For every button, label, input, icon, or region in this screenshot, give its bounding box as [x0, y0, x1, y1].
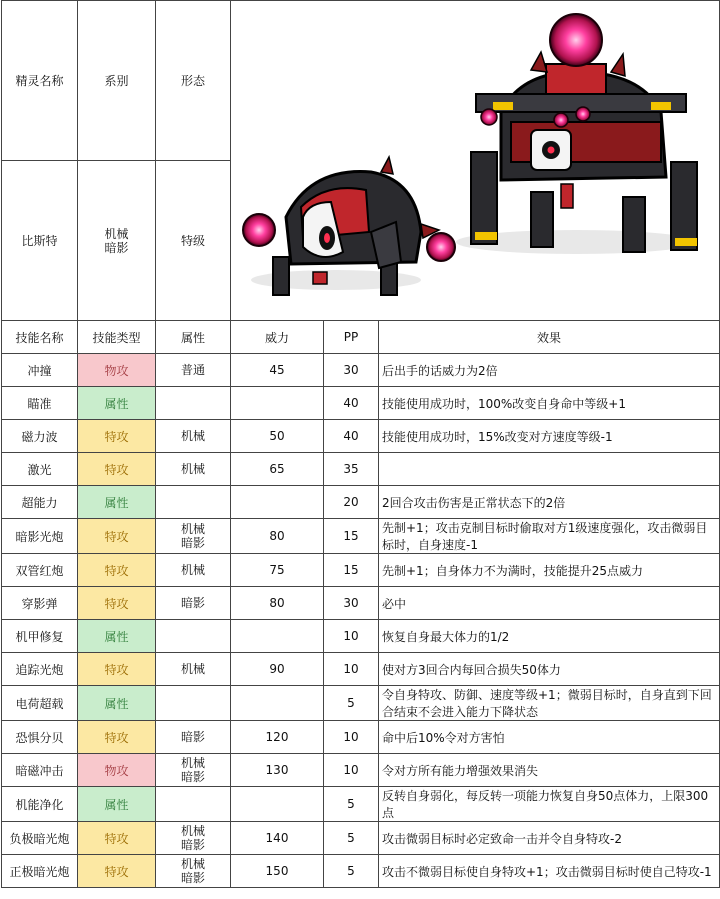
skill-effect	[379, 453, 720, 486]
skill-power	[231, 486, 324, 519]
header-skill-effect: 效果	[379, 321, 720, 354]
skill-pp: 15	[324, 519, 379, 554]
skill-type-badge: 属性	[78, 787, 156, 822]
skill-type-badge: 特攻	[78, 519, 156, 554]
skill-attr-value: 暗影	[180, 536, 205, 550]
skill-type-badge: 属性	[78, 387, 156, 420]
skill-attr	[156, 721, 231, 754]
skill-power: 120	[231, 721, 324, 754]
skill-type-badge: 物攻	[78, 754, 156, 787]
skill-attr-value: 暗影	[180, 730, 205, 744]
skill-name: 机甲修复	[2, 620, 78, 653]
skill-attr-value: 机械	[180, 462, 205, 476]
table-row	[2, 686, 720, 721]
skill-name: 磁力波	[2, 420, 78, 453]
table-row	[2, 519, 720, 554]
skill-name: 穿影弹	[2, 587, 78, 620]
skill-pp: 10	[324, 653, 379, 686]
skill-attr	[156, 754, 231, 787]
table-row	[2, 653, 720, 686]
header-skill-type: 技能类型	[78, 321, 156, 354]
skill-power: 80	[231, 519, 324, 554]
skill-pp: 10	[324, 754, 379, 787]
skill-effect: 令对方所有能力增强效果消失	[379, 754, 720, 787]
skill-power: 75	[231, 554, 324, 587]
skill-effect: 反转自身弱化，每反转一项能力恢复自身50点体力，上限300点	[379, 787, 720, 822]
skill-effect: 后出手的话威力为2倍	[379, 354, 720, 387]
table-row	[2, 620, 720, 653]
skill-effect: 先制+1；攻击克制目标时偷取对方1级速度强化，攻击微弱目标时，自身速度-1	[379, 519, 720, 554]
skill-pp: 20	[324, 486, 379, 519]
skill-name: 恐惧分贝	[2, 721, 78, 754]
skill-type-badge: 属性	[78, 686, 156, 721]
table-row	[2, 554, 720, 587]
skill-attr-value: 机械	[180, 522, 205, 536]
skill-name: 追踪光炮	[2, 653, 78, 686]
skill-pp: 5	[324, 787, 379, 822]
skill-effect: 技能使用成功时，100%改变自身命中等级+1	[379, 387, 720, 420]
skill-effect: 使对方3回合内每回合损失50体力	[379, 653, 720, 686]
skill-attr	[156, 554, 231, 587]
pet-artwork	[231, 1, 720, 321]
skill-pp: 30	[324, 587, 379, 620]
skill-pp: 5	[324, 855, 379, 888]
skill-type-badge: 特攻	[78, 653, 156, 686]
skill-attr	[156, 486, 231, 519]
skill-pp: 5	[324, 822, 379, 855]
skill-pp: 30	[324, 354, 379, 387]
skill-effect: 攻击微弱目标时必定致命一击并令自身特攻-2	[379, 822, 720, 855]
skill-power	[231, 787, 324, 822]
header-skill-pp: PP	[324, 321, 379, 354]
skill-power: 90	[231, 653, 324, 686]
skill-effect: 恢复自身最大体力的1/2	[379, 620, 720, 653]
skill-name: 暗影光炮	[2, 519, 78, 554]
skill-type-badge: 特攻	[78, 453, 156, 486]
skill-attr	[156, 787, 231, 822]
table-row	[2, 754, 720, 787]
skill-name: 双管红炮	[2, 554, 78, 587]
pet-info-table	[1, 0, 720, 888]
skill-name: 暗磁冲击	[2, 754, 78, 787]
skill-power: 50	[231, 420, 324, 453]
skill-type-badge: 属性	[78, 620, 156, 653]
skill-pp: 15	[324, 554, 379, 587]
skill-name: 正极暗光炮	[2, 855, 78, 888]
skill-attr	[156, 420, 231, 453]
skill-pp: 10	[324, 721, 379, 754]
skill-effect: 必中	[379, 587, 720, 620]
header-pet-name: 精灵名称	[2, 1, 78, 161]
skill-power	[231, 686, 324, 721]
skill-attr-value: 机械	[180, 662, 205, 676]
skill-effect: 命中后10%令对方害怕	[379, 721, 720, 754]
skill-pp: 10	[324, 620, 379, 653]
table-row	[2, 822, 720, 855]
pet-form: 特级	[156, 161, 231, 321]
robot-artwork	[231, 2, 719, 320]
skill-pp: 5	[324, 686, 379, 721]
skill-type-badge: 特攻	[78, 822, 156, 855]
skill-power	[231, 620, 324, 653]
skill-power	[231, 387, 324, 420]
skill-attr	[156, 519, 231, 554]
skill-attr-value: 普通	[180, 363, 205, 377]
skill-pp: 35	[324, 453, 379, 486]
skill-attr	[156, 587, 231, 620]
header-form: 形态	[156, 1, 231, 161]
skill-attr	[156, 653, 231, 686]
skill-attr	[156, 387, 231, 420]
skill-attr	[156, 453, 231, 486]
pet-element: 机械	[104, 226, 129, 241]
header-skill-power: 威力	[231, 321, 324, 354]
skill-power: 45	[231, 354, 324, 387]
skill-attr-value: 机械	[180, 563, 205, 577]
pet-element: 暗影	[104, 240, 129, 255]
skill-power: 140	[231, 822, 324, 855]
skill-table-body	[2, 354, 720, 888]
skill-effect: 攻击不微弱目标使自身特攻+1；攻击微弱目标时使自己特攻-1	[379, 855, 720, 888]
skill-name: 电荷超载	[2, 686, 78, 721]
table-row	[2, 354, 720, 387]
skill-attr	[156, 620, 231, 653]
table-row	[2, 453, 720, 486]
skill-power: 150	[231, 855, 324, 888]
skill-name: 激光	[2, 453, 78, 486]
skill-name: 超能力	[2, 486, 78, 519]
pet-elements	[78, 161, 156, 321]
skill-attr-value: 机械	[180, 429, 205, 443]
skill-effect: 2回合攻击伤害是正常状态下的2倍	[379, 486, 720, 519]
skill-attr-value: 机械	[180, 756, 205, 770]
table-row	[2, 787, 720, 822]
header-skill-attr: 属性	[156, 321, 231, 354]
skill-attr	[156, 822, 231, 855]
skill-attr-value: 暗影	[180, 770, 205, 784]
table-row	[2, 387, 720, 420]
header-element: 系别	[78, 1, 156, 161]
skill-attr-value: 暗影	[180, 838, 205, 852]
skill-type-badge: 特攻	[78, 721, 156, 754]
skill-attr-value: 暗影	[180, 596, 205, 610]
table-row	[2, 855, 720, 888]
skill-attr	[156, 354, 231, 387]
skill-type-badge: 特攻	[78, 420, 156, 453]
skill-attr-value: 机械	[180, 857, 205, 871]
skill-type-badge: 特攻	[78, 554, 156, 587]
table-row	[2, 721, 720, 754]
skill-power: 80	[231, 587, 324, 620]
skill-attr-value: 机械	[180, 824, 205, 838]
header-skill-name: 技能名称	[2, 321, 78, 354]
table-row	[2, 420, 720, 453]
large-robot-illustration	[456, 14, 697, 254]
table-row	[2, 486, 720, 519]
skill-pp: 40	[324, 420, 379, 453]
skill-attr-value: 暗影	[180, 871, 205, 885]
skill-attr	[156, 686, 231, 721]
skill-type-badge: 特攻	[78, 587, 156, 620]
skill-name: 机能净化	[2, 787, 78, 822]
skill-type-badge: 物攻	[78, 354, 156, 387]
skill-pp: 40	[324, 387, 379, 420]
skill-name: 瞄准	[2, 387, 78, 420]
skill-type-badge: 特攻	[78, 855, 156, 888]
skill-effect: 先制+1；自身体力不为满时，技能提升25点威力	[379, 554, 720, 587]
skill-name: 冲撞	[2, 354, 78, 387]
skill-effect: 令自身特攻、防御、速度等级+1；微弱目标时，自身直到下回合结束不会进入能力下降状态	[379, 686, 720, 721]
table-row	[2, 587, 720, 620]
skill-type-badge: 属性	[78, 486, 156, 519]
skill-power: 65	[231, 453, 324, 486]
skill-power: 130	[231, 754, 324, 787]
skill-name: 负极暗光炮	[2, 822, 78, 855]
small-robot-illustration	[243, 157, 455, 295]
skill-attr	[156, 855, 231, 888]
skill-effect: 技能使用成功时，15%改变对方速度等级-1	[379, 420, 720, 453]
pet-name: 比斯特	[2, 161, 78, 321]
